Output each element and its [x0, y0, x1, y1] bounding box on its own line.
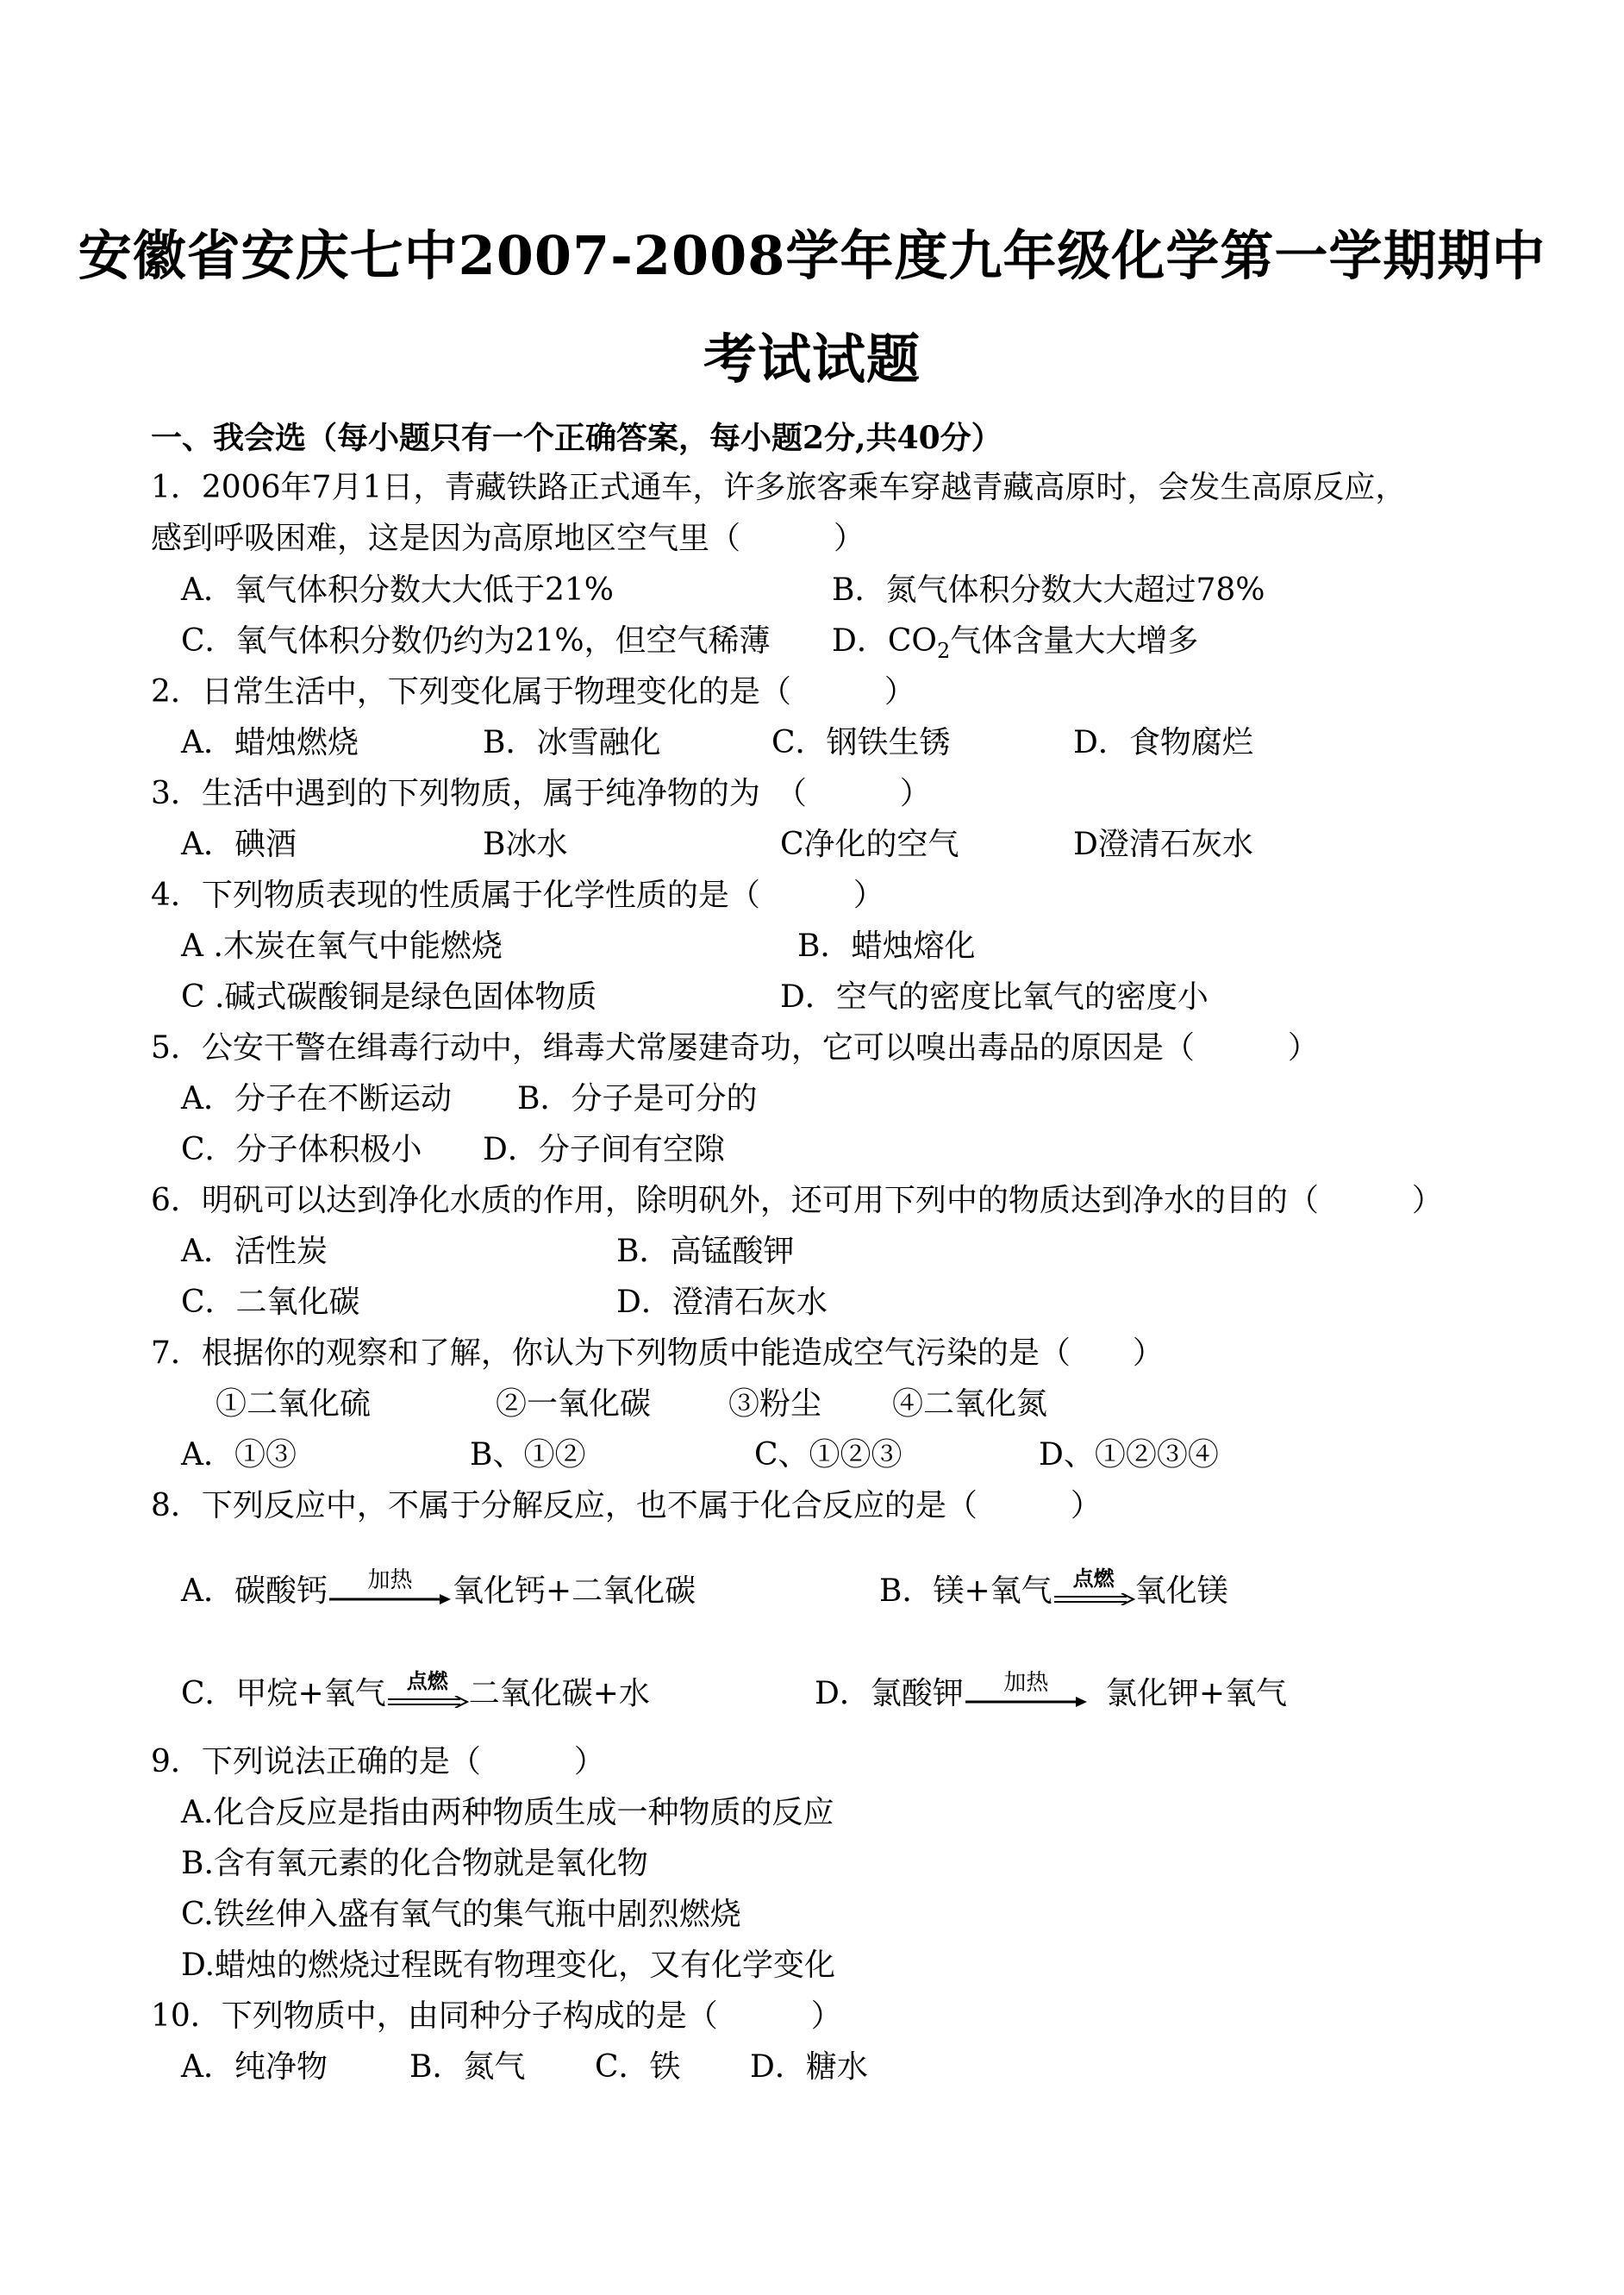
- question-2-option-b: B．冰雪融化: [483, 725, 661, 760]
- double-arrow: [386, 1668, 469, 1715]
- question-1-option-a: A．氧气体积分数大大低于21%: [181, 572, 615, 608]
- question-6-option-a: A．活性炭: [181, 1234, 328, 1269]
- single-arrow: [964, 1670, 1089, 1715]
- question-7-option-b: B、①②: [470, 1437, 586, 1473]
- question-10-option-b: B．氮气: [409, 2049, 526, 2085]
- question-8-option-b: [879, 1566, 1228, 1612]
- question-7-option-d: D、①②③④: [1039, 1437, 1219, 1473]
- single-arrow: [328, 1567, 453, 1612]
- question-5-option-b: B．分子是可分的: [517, 1081, 758, 1116]
- exam-title-line2: 考试试题: [703, 328, 921, 391]
- product: 氧化钙+二氧化碳: [453, 1573, 696, 1609]
- question-1-stem-line1: 1．2006年7月1日，青藏铁路正式通车，许多旅客乘车穿越青藏高原时，会发生高原反应，: [151, 470, 1407, 505]
- question-3-option-c: C净化的空气: [780, 827, 959, 862]
- question-8-option-d: [815, 1670, 1288, 1715]
- question-4-option-c: C .碱式碳酸铜是绿色固体物质: [181, 979, 597, 1015]
- question-4-stem: 4．下列物质表现的性质属于化学性质的是（ ）: [151, 878, 884, 913]
- question-4-option-b: B．蜡烛熔化: [797, 929, 976, 964]
- question-5-option-d: D．分子间有空隙: [483, 1132, 725, 1167]
- question-9-option-a: A.化合反应是指由两种物质生成一种物质的反应: [181, 1795, 834, 1830]
- product: 氯化钾+氧气: [1105, 1676, 1288, 1711]
- question-5-option-c: C．分子体积极小: [181, 1132, 422, 1167]
- question-8-option-a: [181, 1567, 696, 1612]
- question-3-option-d: D澄清石灰水: [1073, 827, 1253, 862]
- double-arrow: [1052, 1566, 1135, 1612]
- question-7-stem: 7．根据你的观察和了解，你认为下列物质中能造成空气污染的是（ ）: [151, 1335, 1164, 1371]
- question-3-stem: 3．生活中遇到的下列物质，属于纯净物的为 （ ）: [151, 776, 931, 811]
- question-1-option-d: [832, 622, 1198, 670]
- question-9-stem: 9．下列说法正确的是（ ）: [151, 1744, 605, 1779]
- question-1-option-c: C．氧气体积分数仍约为21%，但空气稀薄: [181, 623, 771, 659]
- question-6-stem: 6．明矾可以达到净化水质的作用，除明矾外，还可用下列中的物质达到净水的目的（ ）: [151, 1183, 1443, 1218]
- question-7-item-3: ③粉尘: [728, 1386, 822, 1422]
- question-9-option-b: B.含有氧元素的化合物就是氧化物: [181, 1846, 648, 1881]
- section-heading: 一、我会选（每小题只有一个正确答案，每小题2分,共40分）: [151, 420, 1003, 456]
- arrow-icon: [386, 1696, 469, 1708]
- question-10-stem: 10．下列物质中，由同种分子构成的是（ ）: [151, 1998, 842, 2034]
- reactant: B．镁+氧气: [879, 1573, 1052, 1609]
- product: 氧化镁: [1134, 1573, 1228, 1609]
- question-2-option-c: C．钢铁生锈: [771, 725, 951, 760]
- question-9-option-c: C.铁丝伸入盛有氧气的集气瓶中剧烈燃烧: [181, 1897, 741, 1932]
- question-7-item-4: ④二氧化氮: [892, 1386, 1048, 1422]
- question-7-option-a: A．①③: [181, 1437, 297, 1473]
- reactant: C．甲烷+氧气: [181, 1676, 386, 1711]
- question-2-stem: 2．日常生活中，下列变化属于物理变化的是（ ）: [151, 674, 915, 710]
- question-8-stem: 8．下列反应中，不属于分解反应，也不属于化合反应的是（ ）: [151, 1488, 1102, 1523]
- exam-title-line1: 安徽省安庆七中2007-2008学年度九年级化学第一学期期中: [78, 224, 1546, 287]
- co2-formula: D．CO: [832, 623, 937, 659]
- condition-label: 加热: [367, 1567, 413, 1593]
- condition-label: 加热: [1003, 1670, 1049, 1696]
- question-7-option-c: C、①②③: [754, 1437, 903, 1473]
- question-6-option-b: B．高锰酸钾: [616, 1234, 795, 1269]
- question-7-item-2: ②一氧化碳: [496, 1386, 652, 1422]
- question-5-option-a: A．分子在不断运动: [181, 1081, 452, 1116]
- question-6-option-d: D．澄清石灰水: [616, 1285, 828, 1320]
- question-2-option-a: A．蜡烛燃烧: [181, 725, 359, 760]
- question-6-option-c: C．二氧化碳: [181, 1285, 360, 1320]
- question-7-item-1: ①二氧化硫: [215, 1386, 372, 1422]
- question-9-option-d: D.蜡烛的燃烧过程既有物理变化，又有化学变化: [181, 1948, 836, 1983]
- arrow-icon: [328, 1593, 453, 1605]
- condition-label: 点燃: [406, 1668, 448, 1693]
- question-1-option-b: B．氮气体积分数大大超过78%: [832, 572, 1265, 608]
- arrow-icon: [1052, 1593, 1135, 1605]
- question-10-option-c: C．铁: [595, 2049, 681, 2085]
- reactant: A．碳酸钙: [181, 1573, 328, 1609]
- question-5-stem: 5．公安干警在缉毒行动中，缉毒犬常屡建奇功，它可以嗅出毒品的原因是（ ）: [151, 1030, 1319, 1066]
- reactant: D．氯酸钾: [815, 1676, 964, 1711]
- option-d-suffix: 气体含量大大增多: [950, 623, 1199, 659]
- question-3-option-a: A．碘酒: [181, 827, 297, 862]
- condition-label: 点燃: [1072, 1566, 1115, 1591]
- question-4-option-a: A .木炭在氧气中能燃烧: [181, 929, 503, 964]
- product: 二氧化碳+水: [468, 1676, 650, 1711]
- question-1-stem-line2: 感到呼吸困难，这是因为高原地区空气里（ ）: [151, 521, 865, 556]
- question-2-option-d: D．食物腐烂: [1073, 725, 1253, 760]
- question-3-option-b: B冰水: [483, 827, 568, 862]
- question-8-option-c: [181, 1668, 650, 1715]
- question-10-option-a: A．纯净物: [181, 2049, 328, 2085]
- question-10-option-d: D．糖水: [750, 2049, 868, 2085]
- question-4-option-d: D．空气的密度比氧气的密度小: [780, 979, 1209, 1015]
- arrow-icon: [964, 1696, 1089, 1708]
- co2-subscript: 2: [936, 639, 951, 663]
